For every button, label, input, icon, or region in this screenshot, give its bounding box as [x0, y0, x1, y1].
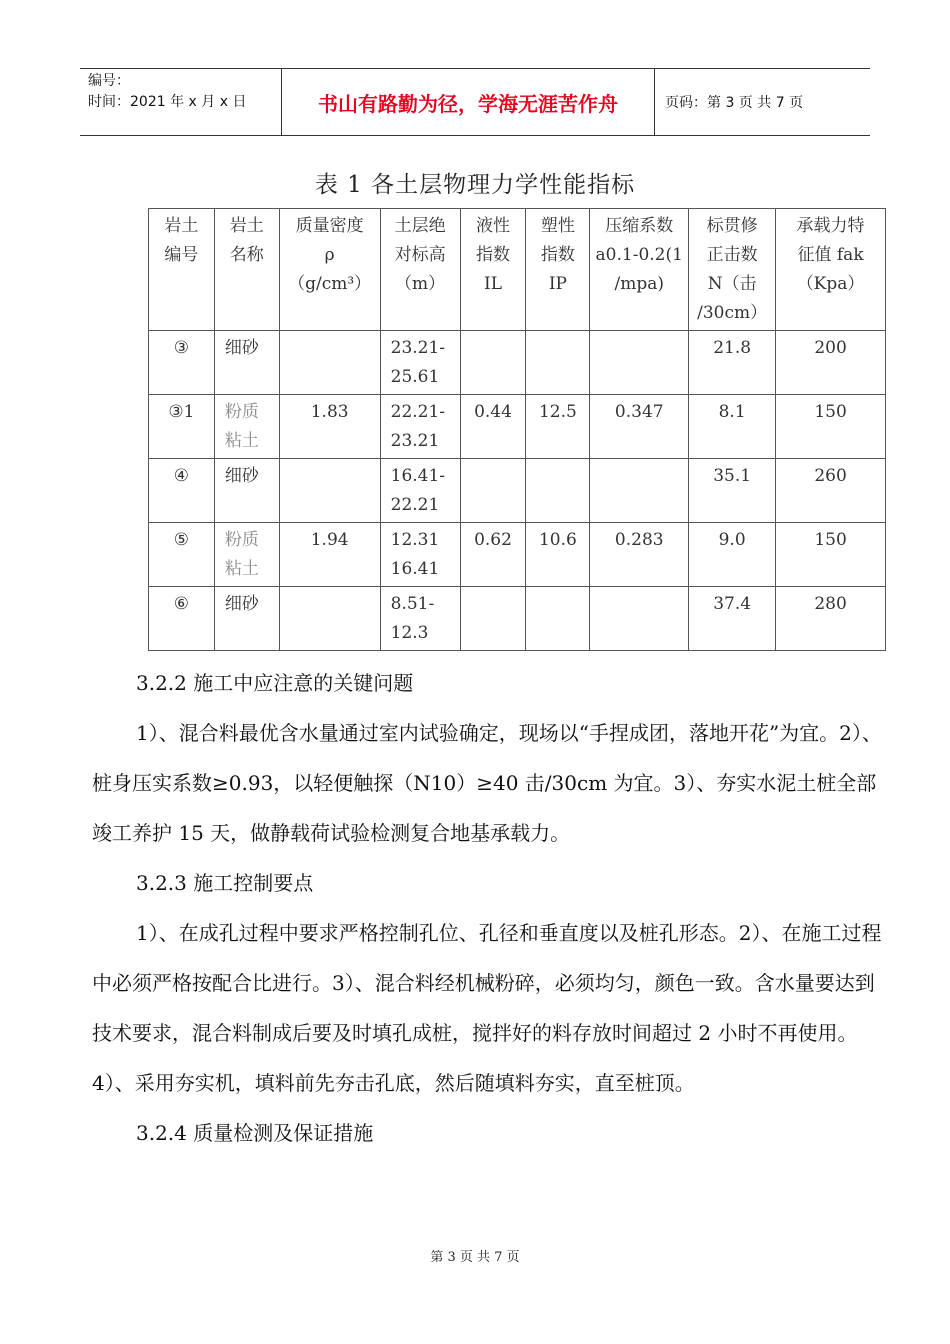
column-header — [526, 209, 590, 331]
ip-cell — [526, 395, 590, 459]
soil-name-cell — [214, 459, 279, 523]
n-value-cell — [689, 331, 776, 395]
soil-properties-table — [148, 208, 886, 651]
soil-name-cell-line: 粉质 — [224, 402, 259, 422]
density-cell-value: 1.83 — [310, 402, 349, 422]
compression-cell — [590, 459, 689, 523]
column-header — [149, 209, 215, 331]
n-value-cell-value: 37.4 — [713, 594, 752, 614]
column-header-line: （Kpa） — [796, 274, 865, 294]
table-row — [149, 331, 886, 395]
column-header-line: 液性 — [476, 216, 510, 236]
density-cell — [279, 587, 380, 651]
column-header-line: （g/cm³） — [288, 274, 372, 294]
column-header-line: 质量密度 — [295, 216, 364, 236]
il-cell-value: 0.44 — [474, 402, 512, 422]
soil-id-cell — [149, 459, 215, 523]
il-cell-value: 0.62 — [474, 530, 512, 550]
column-header — [380, 209, 460, 331]
elevation-cell-line: 25.61 — [390, 367, 440, 387]
elevation-cell-line: 23.21 — [390, 431, 440, 451]
column-header-line: N（击 — [707, 274, 757, 294]
column-header-line: 征值 fak — [797, 245, 864, 265]
ip-cell-value: 12.5 — [538, 402, 577, 422]
document-date: 时间：2021 年 x 月 x 日 — [88, 94, 247, 110]
soil-name-cell-line: 粉质 — [224, 530, 259, 550]
soil-id-cell — [149, 395, 215, 459]
fak-cell — [776, 587, 886, 651]
column-header-line: 岩土 — [164, 216, 199, 236]
elevation-cell-line: 22.21 — [390, 495, 440, 515]
column-header-line: /mpa) — [614, 274, 664, 294]
soil-id-cell-value: ③ — [173, 338, 190, 358]
column-header-line: （m） — [395, 274, 446, 294]
column-header-line: 标贯修 — [706, 216, 758, 236]
table-row — [149, 395, 886, 459]
section-heading-3-2-3: 3.2.3 施工控制要点 — [136, 871, 314, 895]
elevation-cell-line: 12.3 — [390, 623, 429, 643]
column-header-line: 名称 — [229, 245, 264, 265]
fak-cell — [776, 459, 886, 523]
soil-name-cell-line: 细砂 — [224, 594, 259, 614]
column-header — [689, 209, 776, 331]
soil-name-cell-line: 粘土 — [224, 431, 259, 451]
section-text-3-2-2: 1）、混合料最优含水量通过室内试验确定，现场以“手捏成团，落地开花”为宜。2）、桩身压实系数≥0.93，以轻便触探（N10）≥40 击/30cm 为宜。3）、夯实水泥土桩全部竣工养护 15 天，做静载荷试验检测复合地基承载力。 — [92, 721, 882, 845]
soil-name-cell — [214, 395, 279, 459]
n-value-cell — [689, 395, 776, 459]
column-header-line: /30cm） — [697, 303, 768, 323]
il-cell — [460, 523, 526, 587]
il-cell — [460, 459, 526, 523]
ip-cell-value: 10.6 — [538, 530, 577, 550]
table-row — [149, 459, 886, 523]
elevation-cell-line: 8.51- — [390, 594, 435, 614]
elevation-cell — [380, 523, 460, 587]
compression-cell — [590, 331, 689, 395]
page-header — [80, 68, 870, 136]
fak-cell-value: 150 — [814, 402, 847, 422]
column-header-line: 对标高 — [394, 245, 446, 265]
density-cell-value: 1.94 — [310, 530, 349, 550]
table-header-row — [149, 209, 886, 331]
n-value-cell — [689, 523, 776, 587]
density-cell — [279, 459, 380, 523]
column-header-line: 指数 — [476, 245, 510, 265]
elevation-cell — [380, 395, 460, 459]
section-text-3-2-3: 1）、在成孔过程中要求严格控制孔位、孔径和垂直度以及桩孔形态。2）、在施工过程中必须严格按配合比进行。3）、混合料经机械粉碎，必须均匀，颜色一致。含水量要达到技术要求，混合料制成后要及时填孔成桩，搅拌好的料存放时间超过 2 小时不再使用。4）、采用夯实机，填料前先夯击孔底，然后随填料夯实，直至桩顶。 — [92, 921, 882, 1095]
n-value-cell — [689, 459, 776, 523]
ip-cell — [526, 587, 590, 651]
header-meta — [80, 69, 282, 135]
il-cell — [460, 331, 526, 395]
soil-name-cell-line: 细砂 — [224, 338, 259, 358]
compression-cell-value: 0.283 — [614, 530, 664, 550]
compression-cell — [590, 523, 689, 587]
il-cell — [460, 587, 526, 651]
elevation-cell-line: 16.41- — [390, 466, 446, 486]
compression-cell — [590, 395, 689, 459]
table-title: 表 1 各土层物理力学性能指标 — [314, 172, 636, 198]
soil-id-cell-value: ⑥ — [173, 594, 190, 614]
column-header-line: a0.1-0.2(1 — [595, 245, 683, 265]
column-header-line: ρ — [324, 245, 335, 265]
fak-cell-value: 260 — [814, 466, 847, 486]
header-page-info: 页码：第 3 页 共 7 页 — [665, 95, 804, 111]
ip-cell — [526, 331, 590, 395]
soil-name-cell-line: 粘土 — [224, 559, 259, 579]
density-cell — [279, 523, 380, 587]
elevation-cell-line: 23.21- — [390, 338, 446, 358]
soil-name-cell — [214, 523, 279, 587]
fak-cell — [776, 523, 886, 587]
column-header-line: 土层绝 — [394, 216, 446, 236]
soil-id-cell — [149, 331, 215, 395]
elevation-cell — [380, 587, 460, 651]
elevation-cell-line: 22.21- — [390, 402, 446, 422]
column-header-line: 指数 — [540, 245, 575, 265]
document-number: 编号： — [88, 73, 130, 89]
column-header-line: 压缩系数 — [605, 216, 674, 236]
column-header-line: 正击数 — [706, 245, 758, 265]
column-header-line: 塑性 — [540, 216, 575, 236]
soil-id-cell — [149, 523, 215, 587]
fak-cell-value: 150 — [814, 530, 847, 550]
column-header-line: 岩土 — [229, 216, 264, 236]
soil-id-cell — [149, 587, 215, 651]
column-header — [460, 209, 526, 331]
column-header-line: 编号 — [164, 245, 199, 265]
soil-id-cell-value: ④ — [173, 466, 190, 486]
fak-cell-value: 200 — [814, 338, 847, 358]
soil-name-cell — [214, 331, 279, 395]
compression-cell — [590, 587, 689, 651]
column-header — [214, 209, 279, 331]
page-footer: 第 3 页 共 7 页 — [430, 1250, 520, 1265]
table-row — [149, 587, 886, 651]
soil-id-cell-value: ⑤ — [173, 530, 190, 550]
column-header-line: IL — [484, 274, 503, 294]
n-value-cell — [689, 587, 776, 651]
elevation-cell — [380, 331, 460, 395]
table-row — [149, 523, 886, 587]
soil-name-cell — [214, 587, 279, 651]
soil-id-cell-value: ③1 — [168, 402, 195, 422]
density-cell — [279, 395, 380, 459]
body-text — [92, 658, 882, 1158]
fak-cell-value: 280 — [814, 594, 847, 614]
n-value-cell-value: 35.1 — [713, 466, 752, 486]
fak-cell — [776, 331, 886, 395]
section-heading-3-2-2: 3.2.2 施工中应注意的关键问题 — [136, 671, 414, 695]
column-header-line: IP — [548, 274, 567, 294]
column-header — [776, 209, 886, 331]
section-heading-3-2-4: 3.2.4 质量检测及保证措施 — [136, 1121, 374, 1145]
ip-cell — [526, 459, 590, 523]
column-header-line: 承载力特 — [796, 216, 865, 236]
il-cell — [460, 395, 526, 459]
n-value-cell-value: 21.8 — [713, 338, 752, 358]
elevation-cell-line: 16.41 — [390, 559, 440, 579]
n-value-cell-value: 9.0 — [718, 530, 746, 550]
soil-name-cell-line: 细砂 — [224, 466, 259, 486]
elevation-cell — [380, 459, 460, 523]
elevation-cell-line: 12.31 — [390, 530, 440, 550]
density-cell — [279, 331, 380, 395]
compression-cell-value: 0.347 — [614, 402, 664, 422]
fak-cell — [776, 395, 886, 459]
header-motto: 书山有路勤为径，学海无涯苦作舟 — [282, 69, 655, 135]
n-value-cell-value: 8.1 — [718, 402, 746, 422]
column-header — [590, 209, 689, 331]
ip-cell — [526, 523, 590, 587]
column-header — [279, 209, 380, 331]
